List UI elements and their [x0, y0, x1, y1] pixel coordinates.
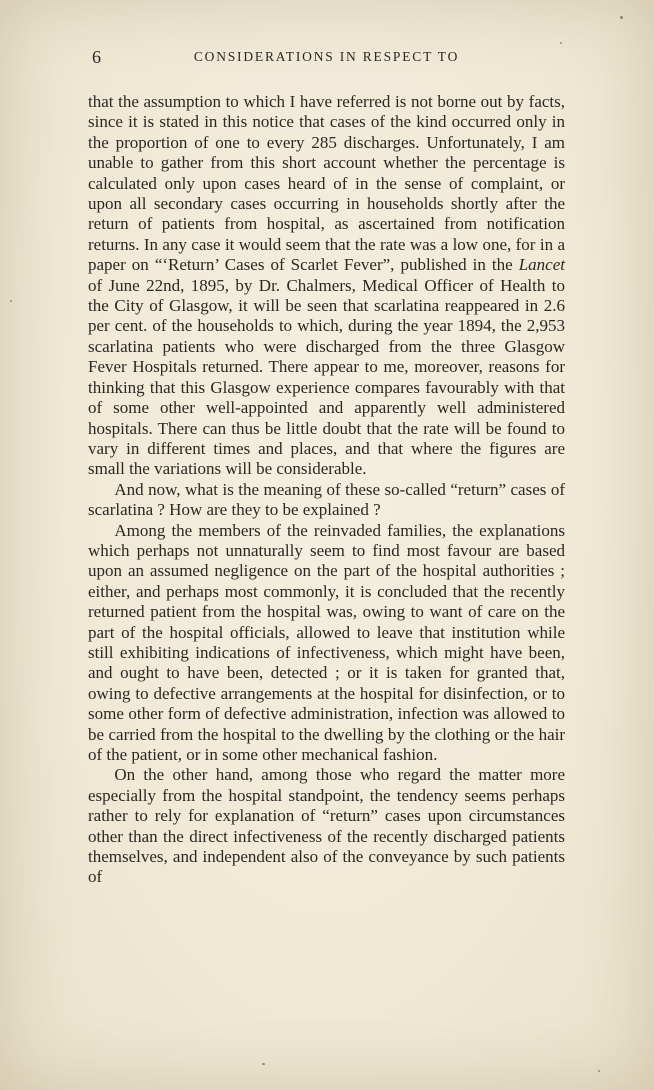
paragraph-1-text-continued: of June 22nd, 1895, by Dr. Chalmers, Medical Officer of Health to the City of Glasgow, it will be seen that scarlatina reappeared in 2.6 per cent. of the households to which, during the year 1894, the 2,953 scarlatina patients who were discharged from the three Glasgow Fever Hospitals returned. There appear to me, moreover, reasons for thinking that this Glasgow experience compares favourably with that of some other well-appointed and apparently well administered hospitals. There can thus be little doubt that the rate will be found to vary in different times and places, and that where the figures are small the variations will be considerable. [88, 275, 565, 479]
paragraph-1-text: that the assumption to which I have referred is not borne out by facts, since it is stated in this notice that cases of the kind occurred only in the proportion of one to every 285 discharges. Unfortunately, I am unable to gather from this short account whether the percentage is calculated only upon cases heard of in the sense of complaint, or upon all secondary cases occurring in households shortly after the return of patients from hospital, as ascertained from notification returns. In any case it would seem that the rate was a low one, for in a paper on “‘Return’ Cases of Scarlet Fever”, published in the [88, 92, 565, 275]
paragraph-4: On the other hand, among those who regard the matter more especially from the hospital standpoint, the tendency seems perhaps rather to rely for explanation of “return” cases upon circumstances other than the direct infectiveness of the recently discharged patients themselves, and independent also of the conveyance by such patients of [88, 765, 565, 887]
paragraph-3: Among the members of the reinvaded families, the explanations which perhaps not unnaturally seem to find most favour are based upon an assumed negligence on the part of the hospital authorities ; either, and perhaps most commonly, it is concluded that the recently returned patient from the hospital was, owing to want of care on the part of the hospital officials, allowed to leave that institution while still exhibiting indications of infectiveness, which might have been, and ought to have been, detected ; or it is taken for granted that, owing to defective arrangements at the hospital for disinfection, or to some other form of defective administration, infection was allowed to be carried from the hospital to the dwelling by the clothing or the hair of the patient, or in some other mechanical fashion. [88, 520, 565, 764]
paragraph-1 [88, 92, 565, 480]
scan-speck [598, 1070, 600, 1072]
scan-speck [620, 16, 623, 19]
page-content [88, 46, 565, 888]
scan-speck [560, 42, 562, 44]
lancet-italic-title: Lancet [518, 255, 565, 275]
scan-speck [10, 300, 12, 302]
body-text [88, 92, 565, 888]
running-head: CONSIDERATIONS IN RESPECT TO [193, 49, 460, 64]
page-number: 6 [92, 47, 101, 67]
paragraph-2: And now, what is the meaning of these so-called “return” cases of scarlatina ? How are they to be explained ? [88, 479, 565, 520]
scan-speck [262, 1063, 265, 1065]
page-header [88, 46, 565, 68]
